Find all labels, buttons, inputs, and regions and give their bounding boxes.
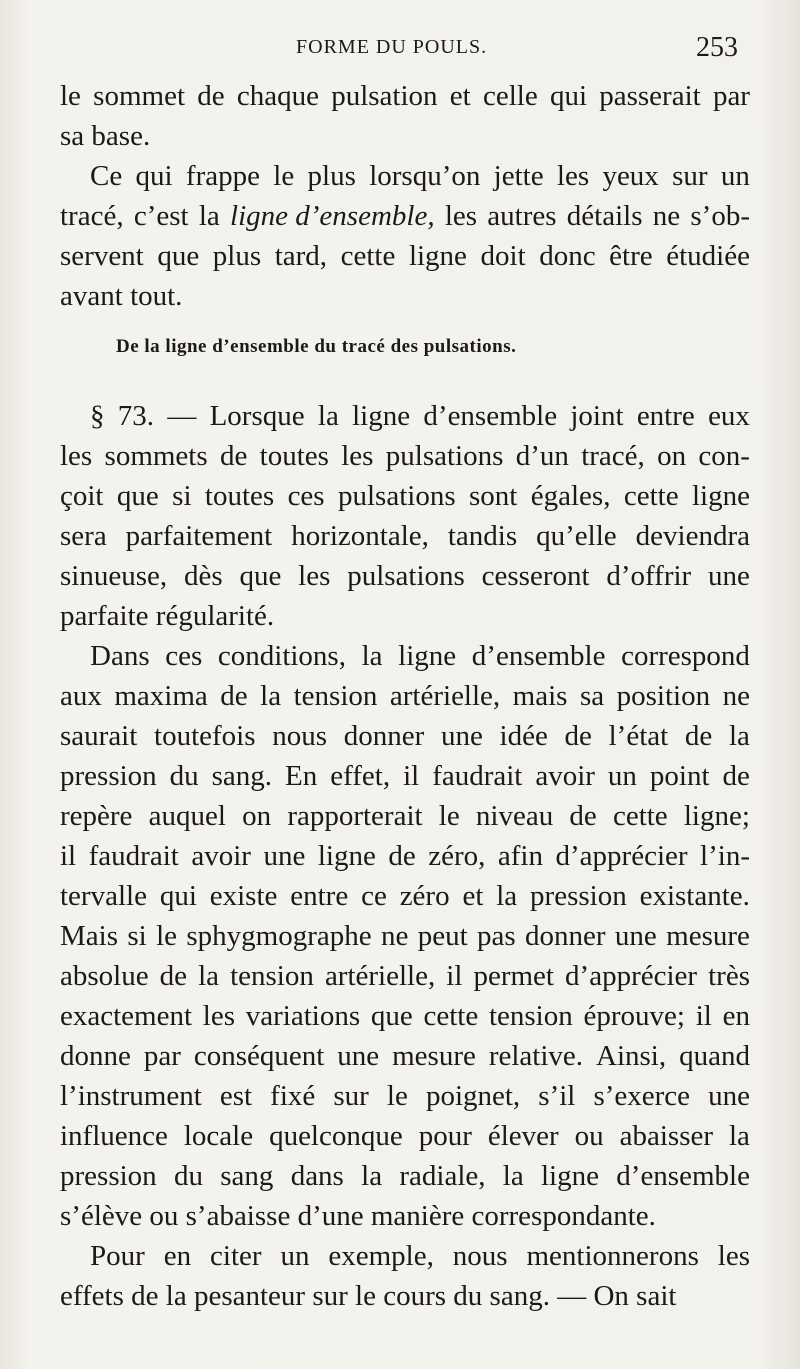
word: existe	[209, 880, 278, 912]
word: du	[173, 1160, 203, 1192]
word: jette	[493, 160, 544, 192]
word: de	[219, 440, 248, 472]
word: passerait	[599, 80, 701, 112]
word: ligne	[352, 400, 411, 432]
text-line	[60, 1156, 750, 1196]
word: il	[446, 960, 463, 992]
word: en	[163, 1240, 192, 1272]
word: d’un	[515, 440, 569, 472]
running-head	[0, 32, 800, 66]
word: mesure	[392, 1040, 476, 1072]
word: être	[609, 240, 653, 272]
word: On	[593, 1280, 629, 1312]
word: deviendra	[635, 520, 750, 552]
word: l’état	[608, 720, 669, 752]
word: en	[722, 1000, 750, 1032]
word: ce	[361, 880, 387, 912]
word: la	[198, 200, 220, 232]
word: entre	[636, 400, 695, 432]
text-line	[60, 876, 750, 916]
word: mesure	[666, 920, 750, 952]
word: horizontale,	[291, 520, 429, 552]
word: une	[440, 720, 483, 752]
word: ligne d’ensemble,	[230, 200, 435, 232]
word: c’est	[133, 200, 189, 232]
word: pulsations	[337, 480, 456, 512]
word: avant	[60, 280, 123, 312]
word: avoir	[191, 840, 251, 872]
word: il	[695, 1000, 712, 1032]
word: faudrait	[88, 840, 179, 872]
word: donner	[525, 920, 606, 952]
word: d’une	[297, 1200, 364, 1232]
word: parfaite	[60, 600, 149, 632]
text-line	[60, 396, 750, 436]
word: frappe	[185, 160, 260, 192]
text-line	[60, 756, 750, 796]
word: 73.	[117, 400, 155, 432]
text-line	[60, 116, 750, 156]
word: ces	[165, 640, 203, 672]
word: de	[159, 960, 188, 992]
word: niveau	[475, 800, 554, 832]
text-line	[60, 156, 750, 196]
word: qui	[135, 160, 173, 192]
word: auquel	[148, 800, 226, 832]
word: parfaitement	[125, 520, 273, 552]
word: les	[556, 160, 590, 192]
word: radiale,	[399, 1160, 486, 1192]
word: ne	[722, 680, 750, 712]
word: tout.	[130, 280, 183, 312]
text-line	[60, 476, 750, 516]
word: de	[722, 760, 750, 792]
word: les	[298, 560, 331, 592]
word: variations	[245, 1000, 361, 1032]
text-line	[60, 676, 750, 716]
word: qui	[159, 880, 197, 912]
word: fixé	[270, 1080, 316, 1112]
word: s’exerce	[593, 1080, 691, 1112]
word: sa	[579, 680, 605, 712]
text-line	[60, 276, 750, 316]
word: nous	[452, 1240, 508, 1272]
word: dès	[183, 560, 223, 592]
word: exemple,	[328, 1240, 434, 1272]
word: sont	[469, 480, 518, 512]
word: de	[564, 720, 592, 752]
word: la	[317, 400, 339, 432]
word: ou	[149, 1200, 179, 1232]
word: d’offrir	[606, 560, 692, 592]
text-line	[60, 836, 750, 876]
word: un	[720, 160, 750, 192]
word: la	[496, 880, 518, 912]
word: Pour	[90, 1240, 145, 1272]
text-line	[60, 76, 750, 116]
word: ligne	[317, 840, 376, 872]
word: de	[684, 720, 713, 752]
word: éprouve;	[583, 1000, 685, 1032]
word: pour	[418, 1120, 472, 1152]
word: la	[198, 960, 220, 992]
word: l’instrument	[60, 1080, 202, 1112]
word: nous	[272, 720, 328, 752]
word: maxima	[114, 680, 208, 712]
word: qui	[549, 80, 587, 112]
word: une	[708, 560, 750, 592]
word: correspond	[621, 640, 750, 672]
word: de	[197, 80, 225, 112]
word: une	[337, 1040, 380, 1072]
text-line	[60, 1036, 750, 1076]
word: Ainsi,	[596, 1040, 667, 1072]
word: abaisser	[619, 1120, 714, 1152]
word: donner	[343, 720, 425, 752]
word: mentionnerons	[526, 1240, 699, 1272]
word: aux	[60, 680, 102, 712]
word: cette	[423, 1000, 479, 1032]
word: les	[444, 200, 478, 232]
word: —	[167, 400, 197, 432]
word: la	[361, 640, 383, 672]
word: que	[370, 1000, 413, 1032]
word: afin	[497, 840, 543, 872]
word: un	[607, 760, 637, 792]
word: du	[453, 1280, 483, 1312]
word: ligne	[691, 480, 750, 512]
word: ligne;	[683, 800, 750, 832]
word: cesseront	[481, 560, 590, 592]
page-number: 253	[696, 32, 738, 63]
word: s’ob-	[690, 200, 750, 232]
text-line	[60, 956, 750, 996]
word: le	[156, 920, 177, 952]
word: celle	[482, 80, 538, 112]
word: la	[165, 1280, 187, 1312]
word: le	[355, 1280, 376, 1312]
word: absolue	[60, 960, 149, 992]
word: zéro,	[428, 840, 486, 872]
word: ces	[287, 480, 325, 512]
word: çoit	[60, 480, 104, 512]
word: le	[60, 80, 81, 112]
word: détails	[566, 200, 643, 232]
word: de	[569, 800, 597, 832]
word: doit	[480, 240, 526, 272]
word: entre	[290, 880, 349, 912]
word: cette	[612, 800, 668, 832]
word: sait	[636, 1280, 677, 1312]
word: effets	[60, 1280, 124, 1312]
word: donc	[539, 240, 596, 272]
word: que	[157, 240, 200, 272]
word: cours	[383, 1280, 447, 1312]
word: plus	[307, 160, 356, 192]
text-line	[60, 916, 750, 956]
word: tandis	[447, 520, 518, 552]
word: manière	[370, 1200, 465, 1232]
section-title: De la ligne d’ensemble du tracé des pulsations.	[116, 336, 517, 357]
word: eux	[708, 400, 750, 432]
word: donne	[60, 1040, 131, 1072]
text-line	[60, 716, 750, 756]
word: con-	[698, 440, 750, 472]
word: pas	[477, 920, 516, 952]
word: ligne	[408, 240, 467, 272]
word: d’apprécier	[555, 840, 688, 872]
word: sera	[60, 520, 107, 552]
word: tard,	[274, 240, 328, 272]
word: de	[220, 680, 248, 712]
word: effet,	[330, 760, 391, 792]
word: pulsations	[385, 440, 504, 472]
word: tracé,	[581, 440, 645, 472]
word: rapporterait	[287, 800, 423, 832]
word: une	[263, 840, 306, 872]
text-line	[60, 516, 750, 556]
word: joint	[570, 400, 624, 432]
word: une	[614, 920, 657, 952]
word: et	[462, 880, 484, 912]
word: ne	[652, 200, 681, 232]
text-line	[60, 436, 750, 476]
body-text	[60, 76, 750, 1316]
word: cette	[340, 240, 396, 272]
word: il	[60, 840, 77, 872]
word: ligne	[541, 1160, 599, 1192]
word: par	[143, 1040, 181, 1072]
word: existante.	[639, 880, 750, 912]
word: étudiée	[666, 240, 750, 272]
word: faudrait	[432, 760, 523, 792]
word: on	[657, 440, 687, 472]
word: position	[616, 680, 711, 712]
text-line	[60, 556, 750, 596]
text-line	[60, 196, 750, 236]
word: lorsqu’on	[369, 160, 481, 192]
text-line	[60, 636, 750, 676]
word: dans	[290, 1160, 344, 1192]
word: toutes	[259, 440, 329, 472]
word: sang	[220, 1160, 274, 1192]
word: élever	[487, 1120, 559, 1152]
text-line	[60, 1276, 750, 1316]
word: d’ensemble	[616, 1160, 750, 1192]
word: idée	[499, 720, 548, 752]
word: que	[239, 560, 282, 592]
word: Lorsque	[209, 400, 305, 432]
word: conditions,	[217, 640, 346, 672]
word: base.	[91, 120, 151, 152]
word: artérielle,	[389, 680, 501, 712]
word: sinueuse,	[60, 560, 168, 592]
word: sphygmographe	[186, 920, 372, 952]
spacer	[60, 378, 750, 396]
word: les	[341, 440, 374, 472]
word: Dans	[90, 640, 150, 672]
word: artérielle,	[324, 960, 436, 992]
word: quand	[679, 1040, 750, 1072]
word: égales,	[530, 480, 611, 512]
word: d’ensemble	[423, 400, 558, 432]
word: il	[403, 760, 420, 792]
text-line	[60, 796, 750, 836]
word: sommet	[93, 80, 186, 112]
word: exactement	[60, 1000, 193, 1032]
running-head-title: FORME DU POULS.	[296, 36, 488, 58]
word: chaque	[236, 80, 319, 112]
word: Ce	[90, 160, 123, 192]
word: plus	[212, 240, 262, 272]
word: citer	[210, 1240, 262, 1272]
word: locale	[183, 1120, 254, 1152]
word: sur	[333, 1080, 369, 1112]
word: autres	[487, 200, 557, 232]
word: qu’elle	[536, 520, 617, 552]
word: toutes	[204, 480, 275, 512]
word: ligne	[398, 640, 457, 672]
word: d’apprécier	[565, 960, 698, 992]
word: influence	[60, 1120, 168, 1152]
word: sur	[312, 1280, 348, 1312]
word: pulsation	[331, 80, 438, 112]
word: —	[557, 1280, 587, 1312]
text-line	[60, 1236, 750, 1276]
word: §	[90, 400, 105, 432]
word: un	[280, 1240, 310, 1272]
word: servent	[60, 240, 144, 272]
word: si	[127, 920, 147, 952]
word: saurait	[60, 720, 138, 752]
word: relative.	[488, 1040, 584, 1072]
word: très	[708, 960, 750, 992]
word: point	[649, 760, 710, 792]
word: la	[361, 1160, 383, 1192]
word: sommets	[104, 440, 208, 472]
text-line	[60, 1116, 750, 1156]
word: sa	[60, 120, 85, 152]
word: le	[386, 1080, 408, 1112]
word: repère	[60, 800, 133, 832]
word: tension	[488, 1000, 573, 1032]
word: les	[717, 1240, 750, 1272]
word: quelconque	[269, 1120, 403, 1152]
word: tension	[293, 680, 378, 712]
word: correspondante.	[471, 1200, 656, 1232]
word: une	[708, 1080, 750, 1112]
word: sur	[672, 160, 708, 192]
word: la	[260, 680, 282, 712]
word: toutefois	[154, 720, 256, 752]
word: la	[729, 1120, 750, 1152]
text-line	[60, 596, 750, 636]
word: du	[169, 760, 199, 792]
text-line	[60, 1076, 750, 1116]
word: sang.	[489, 1280, 550, 1312]
word: tension	[230, 960, 314, 992]
word: régularité.	[155, 600, 275, 632]
word: par	[712, 80, 750, 112]
word: l’in-	[700, 840, 750, 872]
word: tervalle	[60, 880, 147, 912]
text-line	[60, 996, 750, 1036]
word: si	[172, 480, 192, 512]
text-line	[60, 236, 750, 276]
word: pulsations	[347, 560, 465, 592]
word: s’il	[538, 1080, 576, 1112]
word: tracé,	[60, 200, 124, 232]
word: d’ensemble	[471, 640, 606, 672]
word: pression	[530, 880, 627, 912]
word: que	[116, 480, 159, 512]
word: permet	[473, 960, 554, 992]
word: de	[388, 840, 416, 872]
word: la	[728, 720, 750, 752]
text-line	[60, 1196, 750, 1236]
word: pesanteur	[193, 1280, 306, 1312]
word: et	[449, 80, 471, 112]
word: ou	[574, 1120, 604, 1152]
word: conséquent	[193, 1040, 325, 1072]
word: le	[273, 160, 295, 192]
word: poignet,	[425, 1080, 521, 1112]
word: de	[131, 1280, 159, 1312]
word: la	[502, 1160, 524, 1192]
word: Mais	[60, 920, 118, 952]
word: pression	[60, 1160, 157, 1192]
word: En	[285, 760, 318, 792]
word: s’élève	[60, 1200, 143, 1232]
word: cette	[623, 480, 679, 512]
word: les	[60, 440, 93, 472]
word: est	[219, 1080, 253, 1112]
word: mais	[512, 680, 568, 712]
word: peut	[417, 920, 468, 952]
word: avoir	[535, 760, 595, 792]
word: yeux	[602, 160, 659, 192]
word: zéro	[399, 880, 450, 912]
word: s’abaisse	[185, 1200, 291, 1232]
word: ne	[380, 920, 409, 952]
word: le	[438, 800, 460, 832]
word: les	[202, 1000, 235, 1032]
word: on	[242, 800, 272, 832]
word: sang.	[211, 760, 273, 792]
word: pression	[60, 760, 157, 792]
